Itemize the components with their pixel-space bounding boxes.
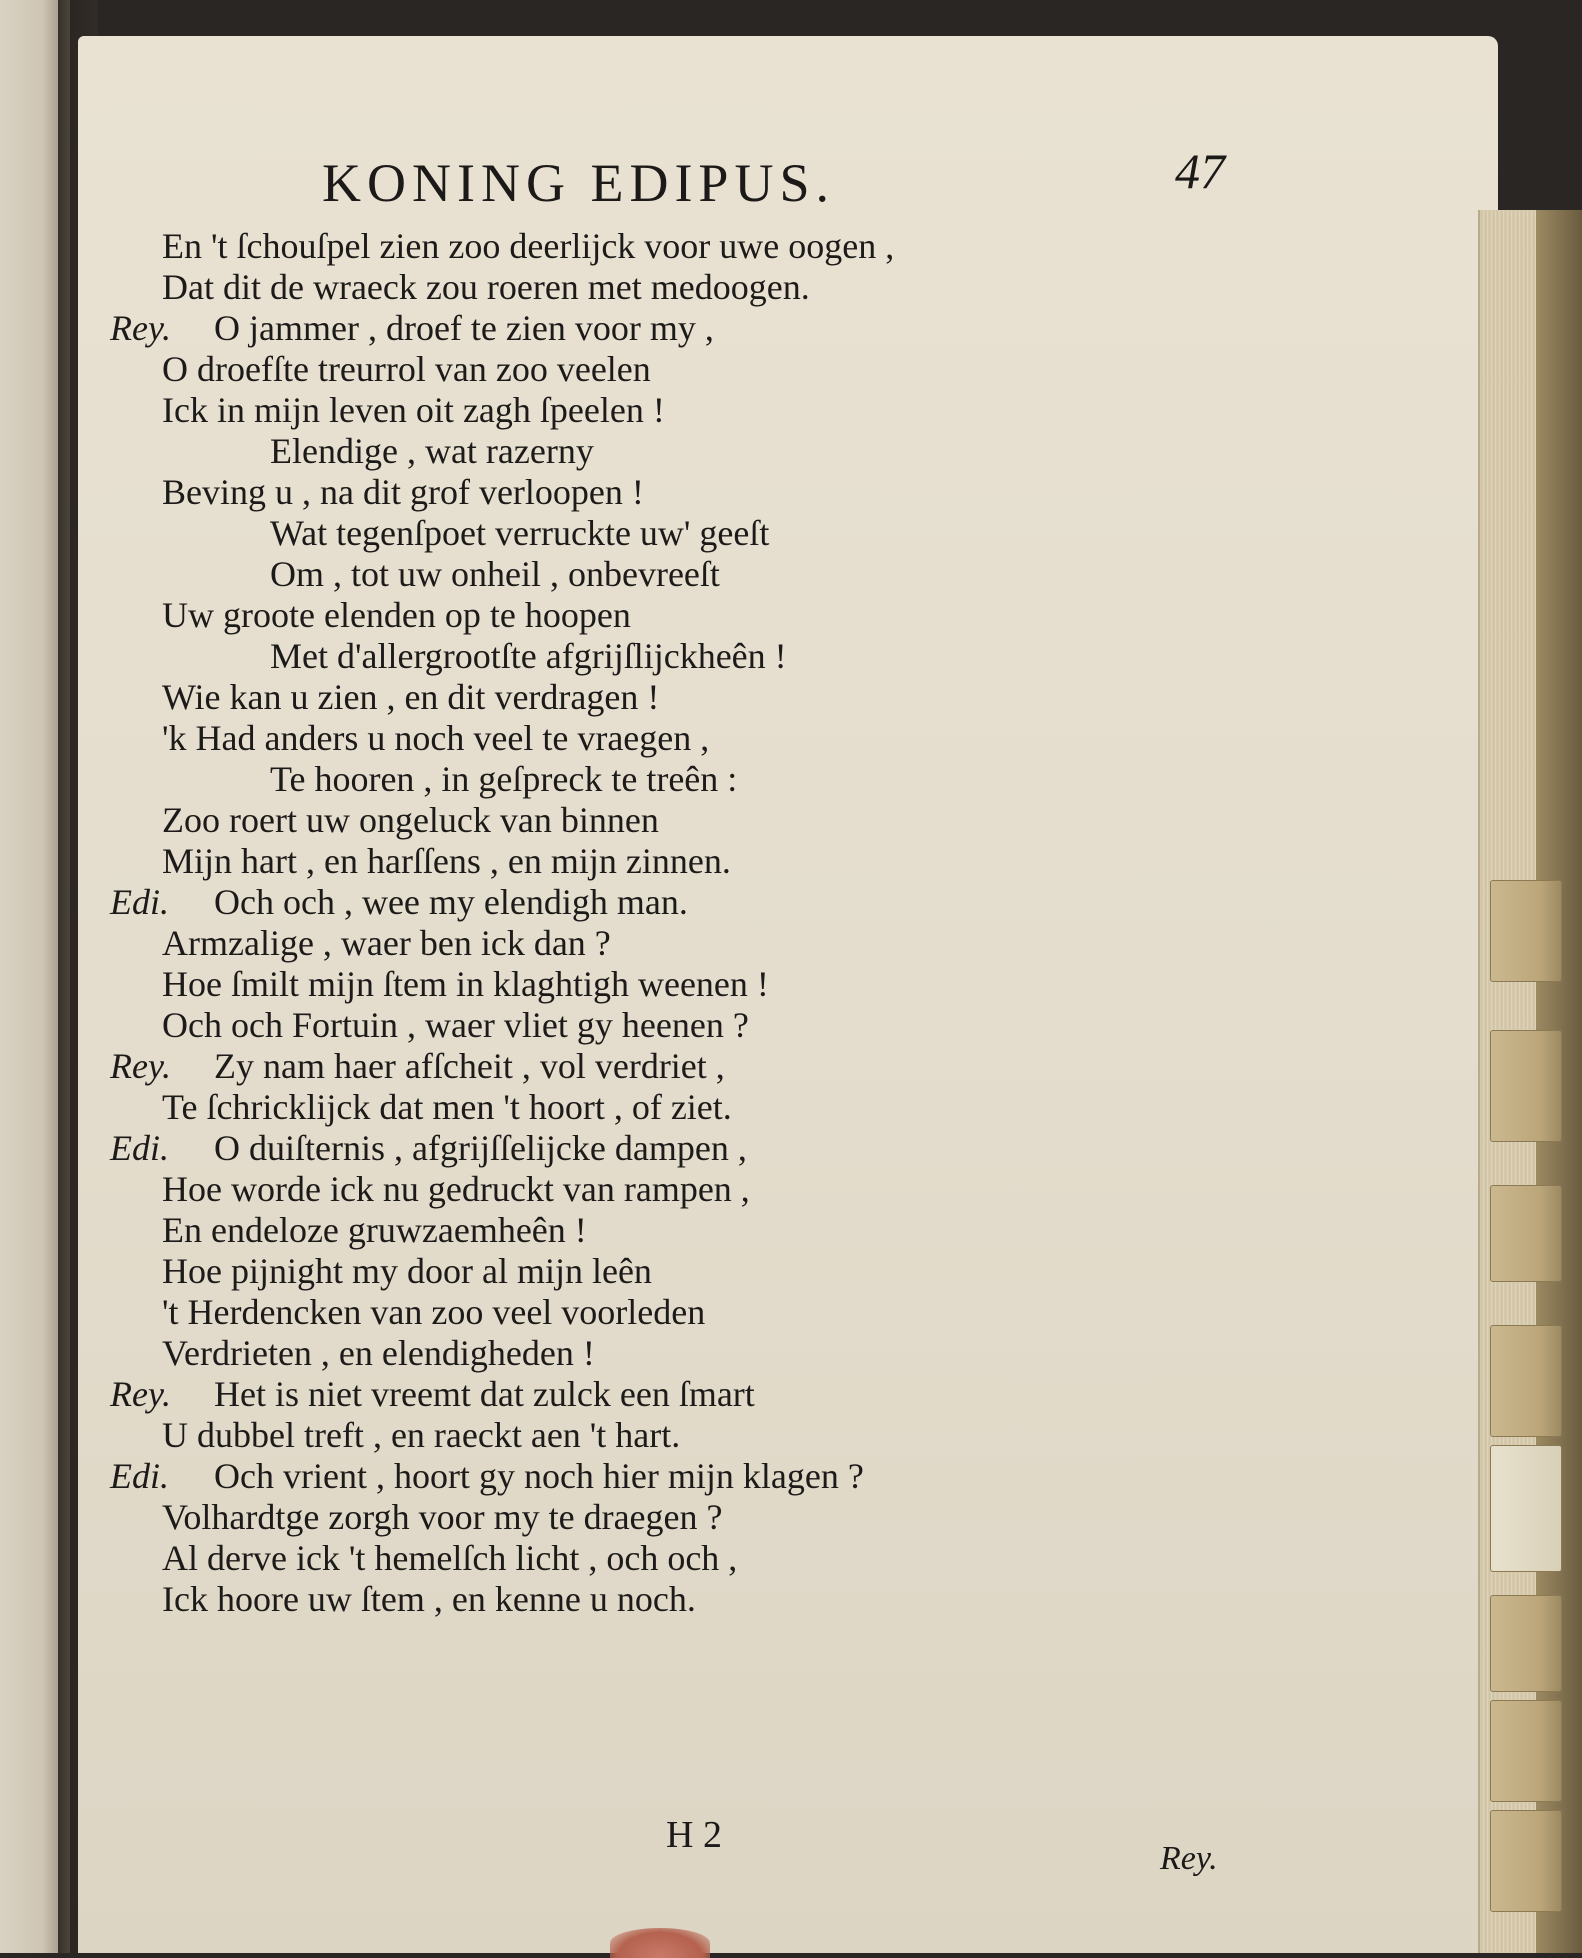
verse-line-text: Al derve ick 't hemelſch licht , och och , [162,1538,738,1578]
verse-line [110,1374,1310,1415]
index-tab [1490,1595,1562,1692]
verse-line-text: Te hooren , in geſpreck te treên : [270,759,738,799]
verse-line [110,513,1310,554]
verse-line [110,759,1310,800]
page-number: 47 [1175,143,1225,199]
verse-line-text: Och och , wee my elendigh man. [214,882,688,922]
index-tab [1490,1810,1562,1912]
verse-line-text: Ick in mijn leven oit zagh ſpeelen ! [162,390,665,430]
verse-line [110,1046,1310,1087]
speaker-label: Edi. [110,1456,169,1496]
verse-line-text: Wie kan u zien , en dit verdragen ! [162,677,660,717]
verse-line-text: En endeloze gruwzaemheên ! [162,1210,587,1250]
verse-line [110,1456,1310,1497]
verse-line-text: O duiſternis , afgrijſſelijcke dampen , [214,1128,747,1168]
verse-line-text: Dat dit de wraeck zou roeren met medoogen. [162,267,810,307]
verse-line [110,923,1310,964]
verse-line-text: Hoe pijnight my door al mijn leên [162,1251,652,1291]
verse-line-text: Och vrient , hoort gy noch hier mijn klagen ? [214,1456,864,1496]
verse-line [110,1579,1310,1620]
verse-line-text: Hoe worde ick nu gedruckt van rampen , [162,1169,750,1209]
verse-line-text: En 't ſchouſpel zien zoo deerlijck voor uwe oogen , [162,226,895,266]
verse-line [110,1538,1310,1579]
verse-line-text: Zoo roert uw ongeluck van binnen [162,800,659,840]
verse-line-text: Uw groote elenden op te hoopen [162,595,631,635]
verse-line-text: Hoe ſmilt mijn ſtem in klaghtigh weenen ! [162,964,769,1004]
verse-line [110,1005,1310,1046]
verse-line [110,226,1310,267]
verse-line [110,1087,1310,1128]
verse-line-text: Met d'allergrootſte afgrijſlijckheên ! [270,636,787,676]
verse-line [110,267,1310,308]
verse-line-text: Mijn hart , en harſſens , en mijn zinnen. [162,841,731,881]
verse-line-text: 't Herdencken van zoo veel voorleden [162,1292,706,1332]
verse-line-text: Het is niet vreemt dat zulck een ſmart [214,1374,755,1414]
verse-line [110,472,1310,513]
speaker-label: Rey. [110,308,171,348]
catchword: Rey. [1160,1840,1218,1877]
verse-line [110,964,1310,1005]
verse-line-text: Om , tot uw onheil , onbevreeſt [270,554,720,594]
verse-line [110,390,1310,431]
verse-line [110,349,1310,390]
index-tab [1490,1700,1562,1802]
verse-line [110,554,1310,595]
verse-line-text: O jammer , droef te zien voor my , [214,308,714,348]
verse-line [110,1292,1310,1333]
index-tab [1490,1185,1562,1282]
index-tab [1490,880,1562,982]
verse-line [110,718,1310,759]
speaker-label: Edi. [110,882,169,922]
verse-line-text: Verdrieten , en elendigheden ! [162,1333,595,1373]
verse-line-text: 'k Had anders u noch veel te vraegen , [162,718,710,758]
speaker-label: Edi. [110,1128,169,1168]
verse-line-text: Zy nam haer afſcheit , vol verdriet , [214,1046,725,1086]
verse-line-text: Beving u , na dit grof verloopen ! [162,472,644,512]
signature-mark: H 2 [666,1814,722,1856]
verse-line [110,1497,1310,1538]
verse-line [110,677,1310,718]
verse-line-text: O droefſte treurrol van zoo veelen [162,349,651,389]
verse-line-text: Armzalige , waer ben ick dan ? [162,923,611,963]
speaker-label: Rey. [110,1046,171,1086]
verse-line-text: Volhardtge zorgh voor my te draegen ? [162,1497,723,1537]
finger-tip [610,1928,710,1958]
verse-line [110,1415,1310,1456]
verse-line [110,1333,1310,1374]
index-tab [1490,1445,1562,1572]
verse-line-text: Ick hoore uw ſtem , en kenne u noch. [162,1579,696,1619]
verse-line [110,431,1310,472]
speaker-label: Rey. [110,1374,171,1414]
verse-line [110,1128,1310,1169]
verse-line-text: Wat tegenſpoet verruckte uw' geeſt [270,513,770,553]
verse-line [110,636,1310,677]
verse-line [110,882,1310,923]
verse-line [110,1210,1310,1251]
verse-line [110,841,1310,882]
verse-line [110,1169,1310,1210]
verse-line [110,1251,1310,1292]
index-tab [1490,1030,1562,1142]
verse-line [110,800,1310,841]
verse-line [110,595,1310,636]
verse-line-text: Och och Fortuin , waer vliet gy heenen ? [162,1005,749,1045]
verse-line-text: Te ſchricklijck dat men 't hoort , of ziet. [162,1087,732,1127]
index-tab [1490,1325,1562,1437]
verse-line-text: U dubbel treft , en raeckt aen 't hart. [162,1415,681,1455]
verse-text [110,226,1310,1620]
running-title: KONING EDIPUS. [322,153,835,213]
verse-line [110,308,1310,349]
verse-line-text: Elendige , wat razerny [270,431,594,471]
